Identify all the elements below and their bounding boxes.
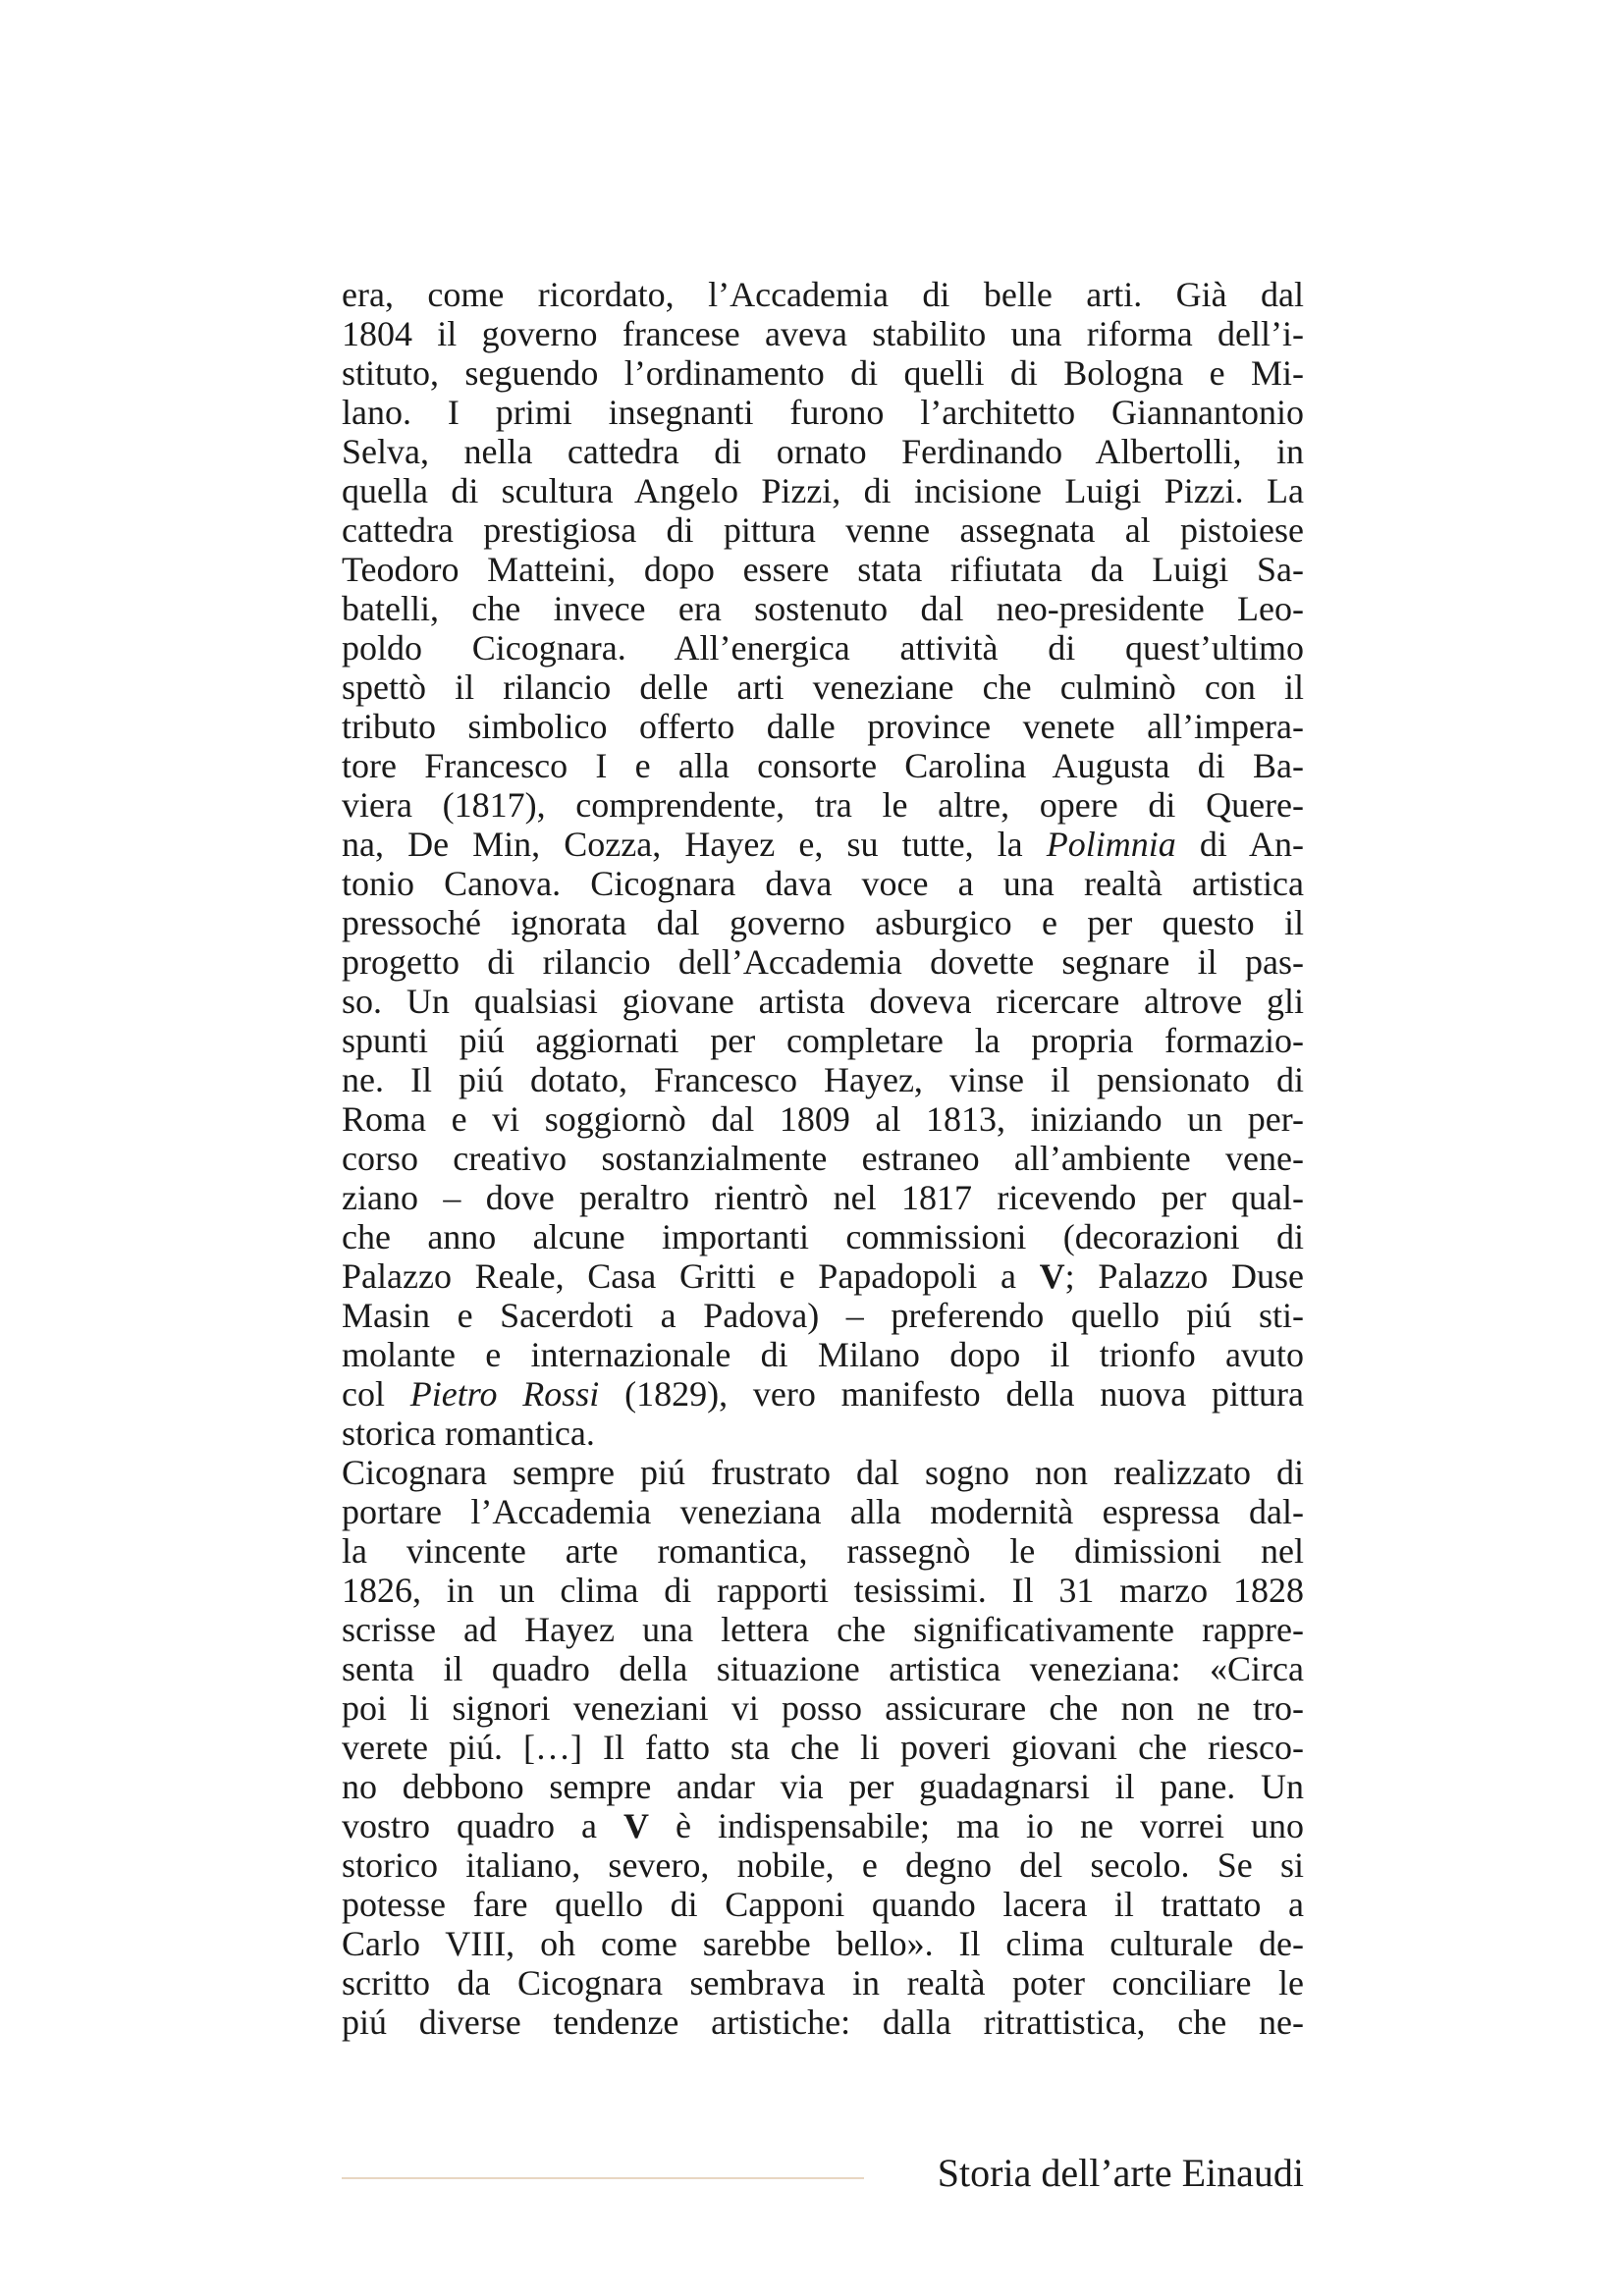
text-line	[342, 1688, 1304, 1728]
text-segment: viera (1817), comprendente, tra le altre, opere di Quere-	[342, 785, 1304, 825]
text-segment: (1829), vero manifesto della nuova pittura	[599, 1374, 1304, 1414]
text-segment: scritto da Cicognara sembrava in realtà poter conciliare le	[342, 1963, 1304, 2002]
text-line	[342, 982, 1304, 1021]
text-segment: tore Francesco I e alla consorte Carolina Augusta di Ba-	[342, 746, 1304, 785]
text-segment: poi li signori veneziani vi posso assicurare che non ne tro-	[342, 1688, 1304, 1728]
text-line	[342, 314, 1304, 353]
body-text	[342, 275, 1304, 2042]
text-line	[342, 1335, 1304, 1374]
text-line	[342, 550, 1304, 589]
text-line	[342, 393, 1304, 432]
text-segment: Palazzo Reale, Casa Gritti e Papadopoli a	[342, 1256, 1040, 1296]
text-segment: spettò il rilancio delle arti veneziane che culminò con il	[342, 667, 1304, 707]
text-line	[342, 1099, 1304, 1139]
text-segment: batelli, che invece era sostenuto dal neo-presidente Leo-	[342, 589, 1304, 628]
text-segment: portare l’Accademia veneziana alla modernità espressa dal-	[342, 1492, 1304, 1531]
text-line	[342, 589, 1304, 628]
text-line	[342, 1178, 1304, 1217]
text-segment: Masin e Sacerdoti a Padova) – preferendo quello piú sti-	[342, 1296, 1304, 1335]
text-line	[342, 628, 1304, 667]
italic-text: Pietro Rossi	[409, 1374, 600, 1414]
text-segment: senta il quadro della situazione artistica veneziana: «Circa	[342, 1649, 1304, 1688]
text-line	[342, 275, 1304, 314]
text-line	[342, 1217, 1304, 1256]
text-segment: ziano – dove peraltro rientrò nel 1817 ricevendo per qual-	[342, 1178, 1304, 1217]
text-segment: scrisse ad Hayez una lettera che significativamente rappre-	[342, 1610, 1304, 1649]
text-segment: lano. I primi insegnanti furono l’architetto Giannantonio	[342, 393, 1304, 432]
text-segment: tonio Canova. Cicognara dava voce a una realtà artistica	[342, 864, 1304, 903]
text-segment: spunti piú aggiornati per completare la propria formazio-	[342, 1021, 1304, 1060]
text-segment: molante e internazionale di Milano dopo il trionfo avuto	[342, 1335, 1304, 1374]
text-segment: vostro quadro a	[342, 1806, 623, 1845]
text-line	[342, 1256, 1304, 1296]
text-line	[342, 1963, 1304, 2002]
text-segment: Roma e vi soggiornò dal 1809 al 1813, iniziando un per-	[342, 1099, 1304, 1139]
text-line	[342, 1767, 1304, 1806]
text-segment: verete piú. […] Il fatto sta che li poveri giovani che riesco-	[342, 1728, 1304, 1767]
text-line	[342, 1845, 1304, 1885]
text-segment: storica romantica.	[342, 1414, 595, 1453]
text-line	[342, 746, 1304, 785]
footer-title: Storia dell’arte Einaudi	[937, 2151, 1304, 2195]
text-line	[342, 510, 1304, 550]
text-line	[342, 1453, 1304, 1492]
text-line	[342, 1924, 1304, 1963]
italic-text: Polimnia	[1046, 825, 1176, 864]
bold-text: V	[1039, 1256, 1065, 1296]
text-segment: ne. Il piú dotato, Francesco Hayez, vinse il pensionato di	[342, 1060, 1304, 1099]
text-line	[342, 785, 1304, 825]
text-segment: pressoché ignorata dal governo asburgico e per questo il	[342, 903, 1304, 942]
text-line	[342, 1060, 1304, 1099]
text-line	[342, 1571, 1304, 1610]
text-segment: Teodoro Matteini, dopo essere stata rifiutata da Luigi Sa-	[342, 550, 1304, 589]
text-line	[342, 667, 1304, 707]
text-segment: Cicognara sempre piú frustrato dal sogno non realizzato di	[342, 1453, 1304, 1492]
text-segment: quella di scultura Angelo Pizzi, di incisione Luigi Pizzi. La	[342, 471, 1304, 510]
text-segment: poldo Cicognara. All’energica attività di quest’ultimo	[342, 628, 1304, 667]
text-line	[342, 825, 1304, 864]
text-segment: piú diverse tendenze artistiche: dalla ritrattistica, che ne-	[342, 2002, 1304, 2042]
text-segment: so. Un qualsiasi giovane artista doveva ricercare altrove gli	[342, 982, 1304, 1021]
text-line	[342, 1139, 1304, 1178]
text-segment: di An-	[1175, 825, 1304, 864]
text-line	[342, 353, 1304, 393]
text-segment: cattedra prestigiosa di pittura venne assegnata al pistoiese	[342, 510, 1304, 550]
text-segment: no debbono sempre andar via per guadagnarsi il pane. Un	[342, 1767, 1304, 1806]
text-line	[342, 2002, 1304, 2042]
text-line	[342, 903, 1304, 942]
text-line	[342, 864, 1304, 903]
text-segment: tributo simbolico offerto dalle province venete all’impera-	[342, 707, 1304, 746]
text-line	[342, 1414, 1304, 1453]
bold-text: V	[623, 1806, 649, 1845]
footer-rule	[342, 2177, 864, 2179]
text-segment: è indispensabile; ma io ne vorrei uno	[649, 1806, 1304, 1845]
text-segment: stituto, seguendo l’ordinamento di quelli di Bologna e Mi-	[342, 353, 1304, 393]
text-line	[342, 1610, 1304, 1649]
text-line	[342, 1531, 1304, 1571]
text-line	[342, 1728, 1304, 1767]
text-segment: potesse fare quello di Capponi quando lacera il trattato a	[342, 1885, 1304, 1924]
text-line	[342, 1021, 1304, 1060]
text-segment: corso creativo sostanzialmente estraneo all’ambiente vene-	[342, 1139, 1304, 1178]
text-line	[342, 1374, 1304, 1414]
text-segment: ; Palazzo Duse	[1064, 1256, 1304, 1296]
text-segment: na, De Min, Cozza, Hayez e, su tutte, la	[342, 825, 1047, 864]
text-line	[342, 1885, 1304, 1924]
text-segment: Selva, nella cattedra di ornato Ferdinando Albertolli, in	[342, 432, 1304, 471]
text-line	[342, 707, 1304, 746]
text-line	[342, 1806, 1304, 1845]
text-line	[342, 1296, 1304, 1335]
text-segment: 1826, in un clima di rapporti tesissimi. Il 31 marzo 1828	[342, 1571, 1304, 1610]
text-segment: col	[342, 1374, 410, 1414]
text-segment: era, come ricordato, l’Accademia di belle arti. Già dal	[342, 275, 1304, 314]
text-segment: che anno alcune importanti commissioni (decorazioni di	[342, 1217, 1304, 1256]
text-segment: la vincente arte romantica, rassegnò le dimissioni nel	[342, 1531, 1304, 1571]
text-line	[342, 942, 1304, 982]
text-line	[342, 1649, 1304, 1688]
text-line	[342, 432, 1304, 471]
text-segment: progetto di rilancio dell’Accademia dovette segnare il pas-	[342, 942, 1304, 982]
text-segment: storico italiano, severo, nobile, e degno del secolo. Se si	[342, 1845, 1304, 1885]
text-segment: 1804 il governo francese aveva stabilito una riforma dell’i-	[342, 314, 1304, 353]
text-segment: Carlo VIII, oh come sarebbe bello». Il clima culturale de-	[342, 1924, 1304, 1963]
text-line	[342, 471, 1304, 510]
text-line	[342, 1492, 1304, 1531]
